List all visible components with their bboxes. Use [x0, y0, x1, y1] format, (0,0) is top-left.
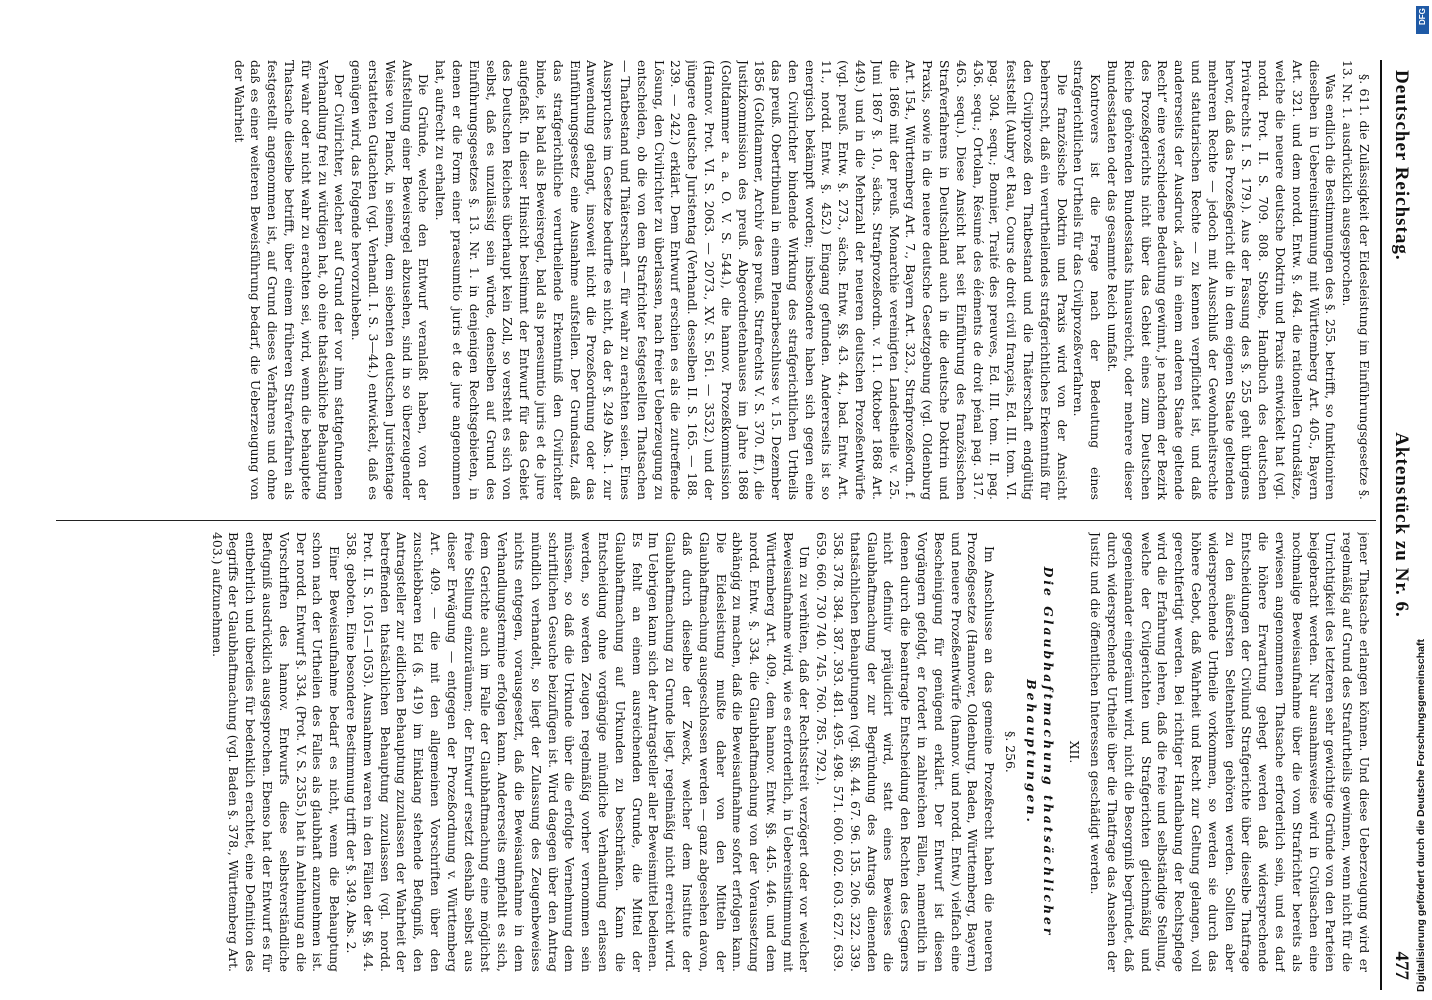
- credit-text: Digitalisierung gefördert durch die Deutsche Forschungsgemeinschaft: [1415, 639, 1427, 992]
- section-paragraph: §. 256.: [1003, 731, 1019, 773]
- dfg-logo-text: DFG: [1418, 8, 1427, 25]
- right-paragraph: Im Anschlusse an das gemeine Prozeßrecht haben die neueren Prozeßgesetze (Hannover, Oldenburg, Baden, Württemberg, Bayern) und neuere Prozeßentwürfe (hannov. und nordd. Entw.) vielfach eine Bescheinigung für genügend erklärt. Der Entwurf ist diesen Vorgängern gefolgt, er fordert in zahlreichen Fällen, namentlich in denen durch die beantragte Entscheidung den Rechten des Gegners nicht definitiv präjudicirt wird, statt eines Beweises die Glaubhaftmachung der zur Begründung des Antrags dienenden thatsächlichen Behauptungen (vgl. §§. 44. 67. 96. 135. 206. 322. 339. 358. 378. 384. 387. 393. 481. 495. 498. 571. 600. 602. 603. 627. 639. 659. 660. 730 740. 745. 760. 785. 792.).: [814, 532, 998, 972]
- left-paragraph: Was endlich die Bestimmungen des §. 255. betrifft, so funktioniren dieselben in Uebereinstimmung mit Württemberg Art. 405., Bayern Art. 321. und dem nordd. Entw. §. 464. die rationellen Grundsätze, welche die neuere deutsche Doktrin und Praxis entwickelt hat (vgl. nordd. Prot. II. S. 709. 808. Stobbe, Handbuch des deutschen Privatrechts I. S. 179.). Aus der Fassung des §. 255 geht übrigens hervor, daß das Prozeßgericht die in dem eigenen Staate geltenden mehreren Rechte — jedoch mit Ausschluß der Gewohnheitsrechte und statutarischen Rechte — zu kennen verpflichtet ist, und daß andererseits der Ausdruck „das in einem anderen Staate geltende Recht“ eine verschiedene Bedeutung gewinnt, je nachdem der Bezirk des Prozeßgerichts nicht über das Gebiet eines zum Deutschen Reiche gehörenden Bundesstaats hinausreicht, oder mehrere dieser Bundesstaaten oder das gesammte Reich umfaßt.: [1105, 60, 1339, 500]
- left-paragraph: Kontrovers ist die Frage nach der Bedeutung eines strafgerichtlichen Urtheils für das Civilprozeßverfahren.: [1071, 60, 1104, 500]
- page-number: 477: [1391, 951, 1412, 980]
- header-left: Deutscher Reichstag.: [1391, 70, 1412, 261]
- rotated-page-content: [26, 60, 1416, 990]
- left-paragraph: Die Gründe, welche den Entwurf veranlaßt haben, von der Aufstellung einer Beweisregel abzusehen, sind in so überzeugender Weise von Planck, in seinem, dem siebenten deutschen Juristentage erstatteten Gutachten (vgl. Verhandl. I. S. 3—44.) entwickelt, daß es genügen wird, das Folgende hervorzuheben.: [349, 60, 432, 500]
- digitization-credit: [1415, 8, 1429, 992]
- right-paragraph: jener Thatsache erlangen können. Und diese Ueberzeugung wird er regelmäßig auf Grund des Strafurtheils gewinnen, wenn nicht für die Unrichtigkeit des letzteren sehr gewichtige Gründe von den Parteien beigebracht werden. Nur ausnahmsweise wird in Civilsachen eine nochmalige Beweisaufnahme über die vom Strafrichter bereits als erwiesen angenommenen Thatsache erforderlich sein, und es darf die höhere Erwartung gehegt werden daß widersprechende Entscheidungen der Civilund Strafgerichte über dieselbe Thatfrage zu den äußersten Seltenheiten gehören werden. Sollten aber widersprechende Urtheile vorkommen, so werden sie durch das höhere Gebot, daß Wahrheit und Recht zur Geltung gelangen, voll gerechtfertigt werden. Bei richtiger Handhabung der Rechtspflege wird die Erfahrung lehren, daß die freie und selbständige Stellung, welche der Civilgerichten und Strafgerichten gleichmäßig und gegeneinander eingeräumt wird, nicht die Besorgniß begründet, daß durch widersprechende Urtheile über die Thatfrage das Ansehen der Justiz und die öffentlichen Interessen geschädigt werden.: [1088, 532, 1372, 972]
- left-column: [42, 60, 1372, 500]
- right-column: [42, 532, 1372, 972]
- left-paragraph: Der Civilrichter, welcher auf Grund der vor ihm stattgefundenen Verhandlung frei zu würdigen hat, ob eine thatsächliche Behauptung für wahr oder nicht wahr zu erachten sei, wird, wenn die behauptete Thatsache dieselbe betrifft, über einem früheren Strafverfahren als festgestellt angenommen ist, auf Grund dieses Verfahrens und ohne daß es einer weiteren Beweisführung bedarf, die Ueberzeugung von der Wahrheit: [231, 60, 348, 500]
- section-title: Die Glaubhaftmachung thatsächlicher Behauptungen.: [1023, 566, 1056, 938]
- right-paragraph: Einer Beweisaufnahme bedarf es nicht, wenn die Behauptung schon nach der Urtheilen des Falles als glaubhaft anzunehmen ist. Der nordd. Entwurf §. 334. (Prot. V. S. 2355.) hat in Anlehnung an die Vorschriften des hannov. Entwurfs diese selbstverständliche Befugniß ausdrücklich ausgesprochen. Ebenso hat der Entwurf es für entbehrlich und überdies für bedenklich erachtet, eine Definition des Begriffs der Glaubhaftmachung (vgl. Baden §. 378., Württemberg Art. 403.) aufzunehmen.: [209, 532, 343, 972]
- left-paragraph: Die französische Doktrin und Praxis wird von der Ansicht beherrscht, daß ein verurtheilendes strafgerichtliches Erkenntniß für den Civilprozeß den Thatbestand und die Thäterschaft endgültig feststellt (Aubry et Rau, Cours de droit civil français, Ed. III. tom. VI. pag. 304. sequ.; Bonnier, Traité des preuves, Ed. III. tom. II. pag. 436. sequ.; Ortolan, Résumé des éléments de droit pénal pag. 317. 463. sequ.). Diese Ansicht hat seit Einführung des französischen Strafverfahrens in Deutschland auch in die deutsche Doktrin und Praxis, sowie in die neuere deutsche Gesetzgebung (vgl. Oldenburg Art. 154., Württemberg Art. 7., Bayern Art. 323., Strafprozeßordn. f. die 1866 mit der preuß. Monarchie vereinigten Landestheile v. 25. Juni 1867 §. 10., sächs. Strafprozeßordn. v. 11. Oktober 1868 Art. 449.) und in die Mehrzahl der neueren deutschen Prozeßentwürfe (vgl. preuß. Entw. §. 273., sächs. Entw. §§. 43. 44., bad. Entw. Art. 11., nordd. Entw. §. 452.) Eingang gefunden. Andererseits ist so energisch bekämpft worden; insbesondere haben sich gegen eine den Civilrichter bindende Wirkung des strafgerichtlichen Urtheils das preuß. Obertribunal in einem Plenarbeschlusse v. 15. Dezember 1856 (Goltdammer, Archiv des preuß. Strafrechts V. S. 370. ff.), die Justizkommission des preuß. Abgeordnetenhauses im Jahre 1868 (Goltdammer a. a. O. V. S. 544.), die hannov. Prozeßkommission (Hannov. Prot. VI. S. 2063. — 2073., XV. S. 561. — 3532.) und der jüngere deutsche Juristentag (Verhandl. desselben II. S. 165. — 188. 239. — 242.) erklärt. Dem Entwurf erschien es als die zutreffende Lösung, den Civilrichter zu überlassen, nach freier Ueberzeugung zu entscheiden, ob die von dem Strafrichter festgestellten Thatsachen — Thatbestand und Thäterschaft — für wahr zu erachten seien. Eines Ausspruches im Gesetze bedurfte es nicht, da der §. 249 Abs. 1. zur Anwendung gelangt, insoweit nicht die Prozeßordnung oder das Einführungsgesetz eine Ausnahme aufstellen. Der Grundsatz, daß das strafgerichtliche verurtheilende Erkenntniß den Civilrichter binde, ist bald als Beweisregel, bald als praesumtio juris et de jure aufgefaßt. In dieser Hinsicht bestimmt der Entwurf für das Gebiet des Deutschen Reiches überhaupt kein Zoll, so versteht es sich von selbst, daß es unzulässig sein würde, denselben auf Grund des Einführungsgesetzes §. 13. Nr. 1. in denjenigen Rechtsgebieten, in denen er die Form einer praesumtio juris et de jure angenommen hat, aufrecht zu erhalten.: [433, 60, 1070, 500]
- left-paragraph: §. 611. die Zulässigkeit der Eidesleistung im Einführungsgesetze §. 13. Nr. 1. ausdrücklich ausgesprochen.: [1340, 60, 1372, 500]
- right-paragraph: Um zu verhüten, daß der Rechtsstreit verzögert oder vor welcher Beweisaufnahme wird, wie es erforderlich, in Uebereinstimmung mit Württemberg Art. 409., dem hannov. Entw. §§. 445. 446. und dem nordd. Entw. §. 334. die Glaubhaftmachung von der Voraussetzung abhängig zu machen, daß die Beweisaufnahme sofort erfolgen kann. Die Eidesleistung mußte daher von den Mitteln der Glaubhaftmachung ausgeschlossen werden — ganz abgesehen davon, daß durch dieselbe der Zweck, welcher dem Institute der Glaubhaftmachung zu Grunde liegt, regelmäßig nicht erreicht wird. Im Uebrigen kann sich der Antragsteller aller Beweismittel bedienen. Es fehlt an einem ausreichenden Grunde, die Mittel der Glaubhaftmachung auf Urkunden zu beschränken. Kann die Entscheidung ohne vorgängige mündliche Verhandlung erlassen werden, so werden Zeugen regelmäßig vorher vernommen sein müssen, so daß die Urkunde über die erfolgte Vernehmung dem schriftlichen Gesuche beizufügen ist. Wird dagegen über den Antrag mündlich verhandelt, so liegt der Zulassung des Zeugenbeweises nichts entgegen, vorausgesetzt, daß die Beweisaufnahme in dem Verhandlungstermine erfolgen kann. Andererseits empfiehlt es sich, dem Gerichte auch im Falle der Glaubhaftmachung eine möglichst freie Stellung einzuräumen; der Entwurf ersetzt deshalb selbst aus dieser Erwägung — entgegen der Prozeßordnung v. Württemberg Art. 409. — die mit den allgemeinen Vorschriften über den zuschiebbaren Eid (§. 419) im Einklang stehende Befugniß, den Antragsteller zur eidlichen Behauptung zuzulassen der Wahrheit der betreffenden thatsächlichen Behauptung zuzulassen (vgl. nordd. Prot. II. S. 1051—1053). Ausnahmen waren in den Fällen der §§. 44. 358. geboten. Eine besondere Bestimmung trifft der §. 349. Abs. 2.: [343, 532, 813, 972]
- column-divider: [56, 520, 1376, 521]
- section-roman: XII.: [1067, 740, 1083, 764]
- running-header: [1380, 60, 1416, 990]
- header-center: Aktenstück zu Nr. 6.: [1391, 432, 1412, 618]
